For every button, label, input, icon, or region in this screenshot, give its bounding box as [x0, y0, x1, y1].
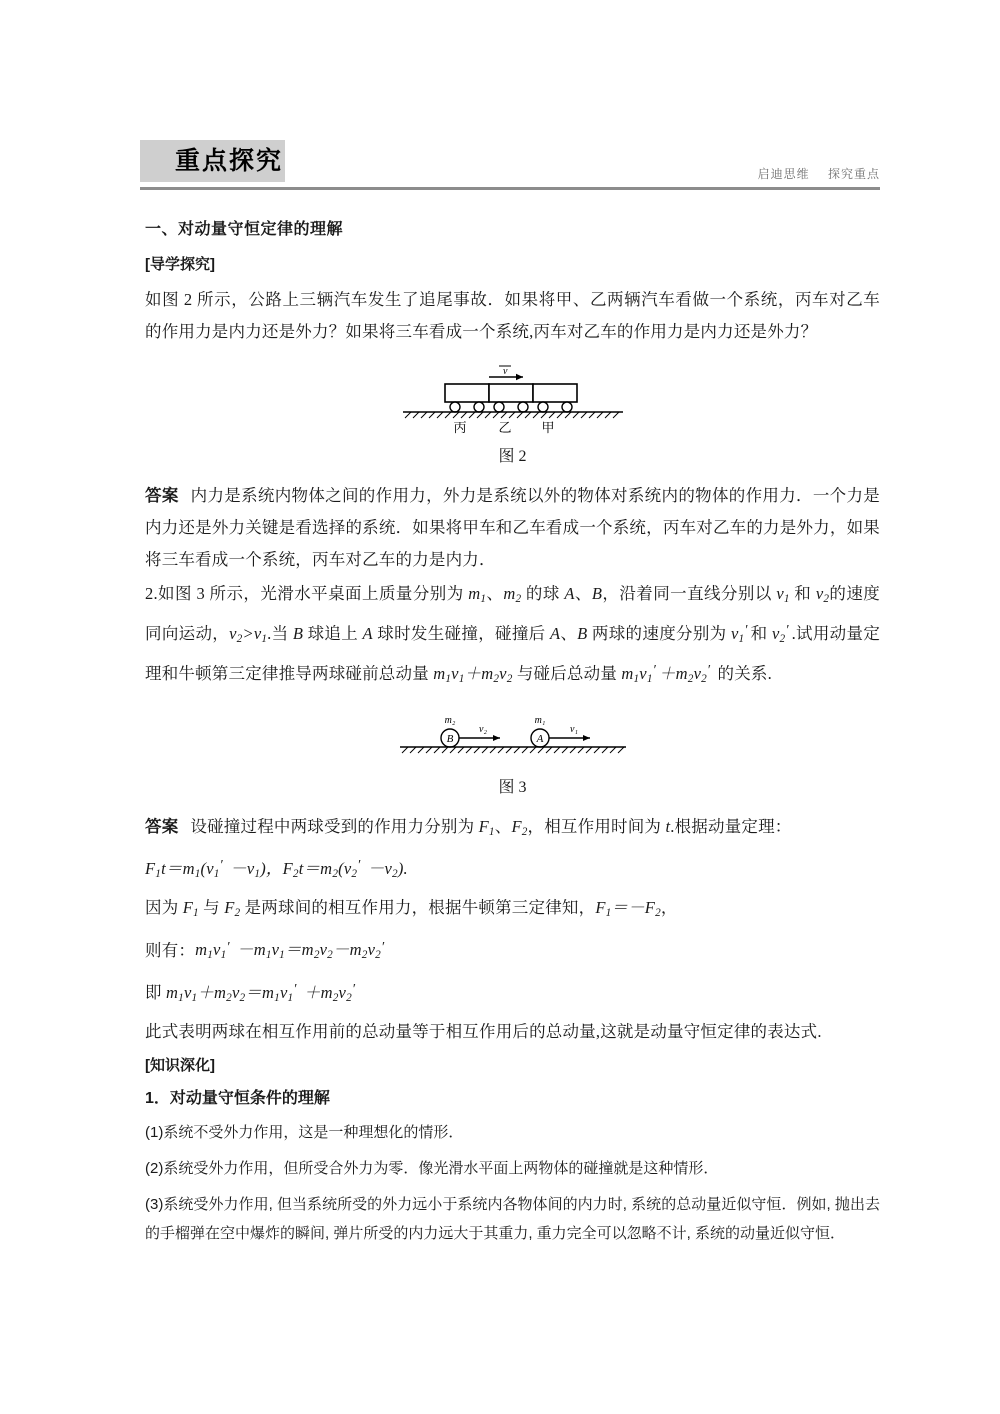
formula-then: $m_1v_1' -m_1v_1=m_2v_2-m_2v_2'$ [195, 939, 386, 962]
q2-v1-prime: $v_1'$ [730, 623, 749, 646]
answer-2-line-4: 则有：$m_1v_1' -m_1v_1=m_2v_2-m_2v_2'$ [145, 939, 386, 962]
q2-seg-13: 和 [750, 624, 772, 644]
formula-conservation: $m_1v_1+m_2v_2=m_1v_1' +m_2v_2'$ [166, 981, 357, 1004]
question-1 [145, 284, 880, 348]
q2-seg-16: 的关系. [713, 664, 772, 684]
fig3-ball-b: B [446, 733, 453, 746]
q2-seg-11: 、 [560, 624, 578, 644]
fig3-mass-b: m₂ [444, 715, 455, 727]
fig2-car-label-jia: 甲 [540, 420, 555, 434]
q2-v1: $v_1$ [776, 584, 790, 606]
q2-ball-a3: A [549, 624, 561, 644]
q2-seg-9: 球追上 [303, 624, 363, 644]
q2-seg-3: 的球 [521, 584, 565, 603]
q2-seg-5: ，沿着同一直线分别以 [602, 584, 777, 603]
q2-m2: $m_2$ [503, 584, 522, 606]
q2-seg-15: 与碰后总动量 [512, 664, 622, 684]
answer-2-line-3: 因为 $F_1$ 与 $F_2$ 是两球间的相互作用力，根据牛顿第三定律知，$F_1=-F_2$， [145, 898, 678, 920]
guide-inquiry-label: [导学探究] [145, 256, 215, 273]
answer-2-text-1: 设碰撞过程中两球受到的作用力分别为 $F_1$、$F_2$，相互作用时间为 t.根据动量定理： [190, 817, 792, 839]
formula-impulse: $F_1t=m_1(v_1' -v_1)$，$F_2t=m_2(v_2' -v_2)$. [145, 858, 408, 881]
question-2 [145, 578, 880, 695]
q2-inequality: $v_2>v_1$ [229, 624, 268, 646]
header-tag-2: 探究重点 [827, 167, 880, 181]
q2-v2-prime: $v_2'$ [771, 623, 790, 646]
q2-ball-b3: B [577, 624, 588, 644]
figure-2-caption: 图 2 [498, 448, 527, 465]
q2-ball-b: B [591, 584, 603, 603]
q2-momentum-before: $m_1v_1+m_2v_2$ [433, 664, 513, 686]
answer-label-1: 答案 [145, 487, 179, 505]
q2-momentum-after: $m_1v_1' +m_2v_2'$ [621, 663, 712, 686]
header-tag-1: 启迪思维 [757, 167, 810, 181]
section-header [145, 140, 880, 190]
deepen-item-2: (2)系统受外力作用，但所受合外力为零．像光滑水平面上两物体的碰撞就是这种情形． [145, 1159, 719, 1177]
q2-ball-a2: A [362, 624, 373, 644]
figure-3-caption: 图 3 [498, 779, 527, 797]
topic-heading: 一、对动量守恒定律的理解 [145, 221, 344, 238]
q2-seg-12: 两球的速度分别为 [587, 624, 731, 644]
knowledge-deepen-label: [知识深化] [145, 1056, 215, 1074]
q2-m1: $m_1$ [468, 584, 487, 606]
deepen-heading: 1．对动量守恒条件的理解 [145, 1089, 330, 1107]
answer-1-text: 内力是系统内物体之间的作用力，外力是系统以外的物体对系统内的物体的作用力．一个力是内力还是外力关键是看选择的系统．如果将甲车和乙车看成一个系统，丙车对乙车的力是外力，如果将三车看成一个系统，丙车对乙车的力是内力． [145, 486, 880, 569]
fig3-velocity-a: v₁ [569, 724, 578, 736]
answer-2-line-1 [145, 811, 880, 848]
figure-2-drawing [383, 362, 643, 434]
question-1-text: 如图 2 所示，公路上三辆汽车发生了追尾事故．如果将甲、乙两辆汽车看做一个系统，丙车对乙车的作用力是内力还是外力？如果将三车看成一个系统,丙车对乙车的作用力是内力还是外力？ [145, 290, 880, 341]
fig3-velocity-b: v₂ [478, 724, 487, 736]
header-tags [744, 165, 880, 182]
q2-seg-4: 、 [574, 584, 592, 603]
fig2-car-label-yi: 乙 [497, 420, 512, 434]
q2-ball-a: A [564, 584, 575, 603]
q2-seg-8: .当 [267, 624, 293, 644]
header-divider [140, 187, 880, 190]
answer-2-formula-1 [145, 850, 880, 890]
fig3-ball-a: A [536, 733, 543, 746]
figure-3 [145, 709, 880, 770]
q2-seg-1: 2.如图 3 所示，光滑水平桌面上质量分别为 [145, 584, 469, 603]
q2-v2: $v_2$ [815, 584, 830, 606]
answer-1 [145, 480, 880, 576]
fig3-mass-a: m₁ [534, 715, 545, 727]
q2-seg-10: 球时发生碰撞，碰撞后 [372, 624, 550, 644]
q2-seg-6: 和 [789, 584, 816, 603]
deepen-item-1: (1)系统不受外力作用，这是一种理想化的情形． [145, 1123, 464, 1141]
fig2-car-label-bing: 丙 [452, 420, 467, 434]
page-title: 重点探究 [175, 147, 284, 175]
q2-seg-14: .试用动量定理和牛顿第三定律推导两球碰前总动量 [145, 624, 881, 684]
figure-3-drawing [388, 709, 638, 765]
fig2-velocity-label: v [502, 366, 507, 377]
answer-2-line-5: 即 $m_1v_1+m_2v_2=m_1v_1' +m_2v_2'$ [145, 981, 357, 1004]
answer-label-2: 答案 [145, 818, 179, 837]
answer-2-line-6: 此式表明两球在相互作用前的总动量等于相互作用后的总动量,这就是动量守恒定律的表达式. [145, 1021, 822, 1041]
deepen-item-3: (3)系统受外力作用, 但当系统所受的外力远小于系统内各物体间的内力时, 系统的总动量近似守恒．例如, 抛出去的手榴弹在空中爆炸的瞬间, 弹片所受的内力远大于其重力, 重力完全可以忽略不计, 系统的动量近似守恒． [145, 1195, 880, 1242]
q2-seg-7: 的速度同向运动， [145, 584, 881, 644]
q2-seg-2: 、 [486, 584, 504, 603]
q2-ball-b2: B [292, 624, 304, 644]
figure-2 [145, 362, 880, 439]
